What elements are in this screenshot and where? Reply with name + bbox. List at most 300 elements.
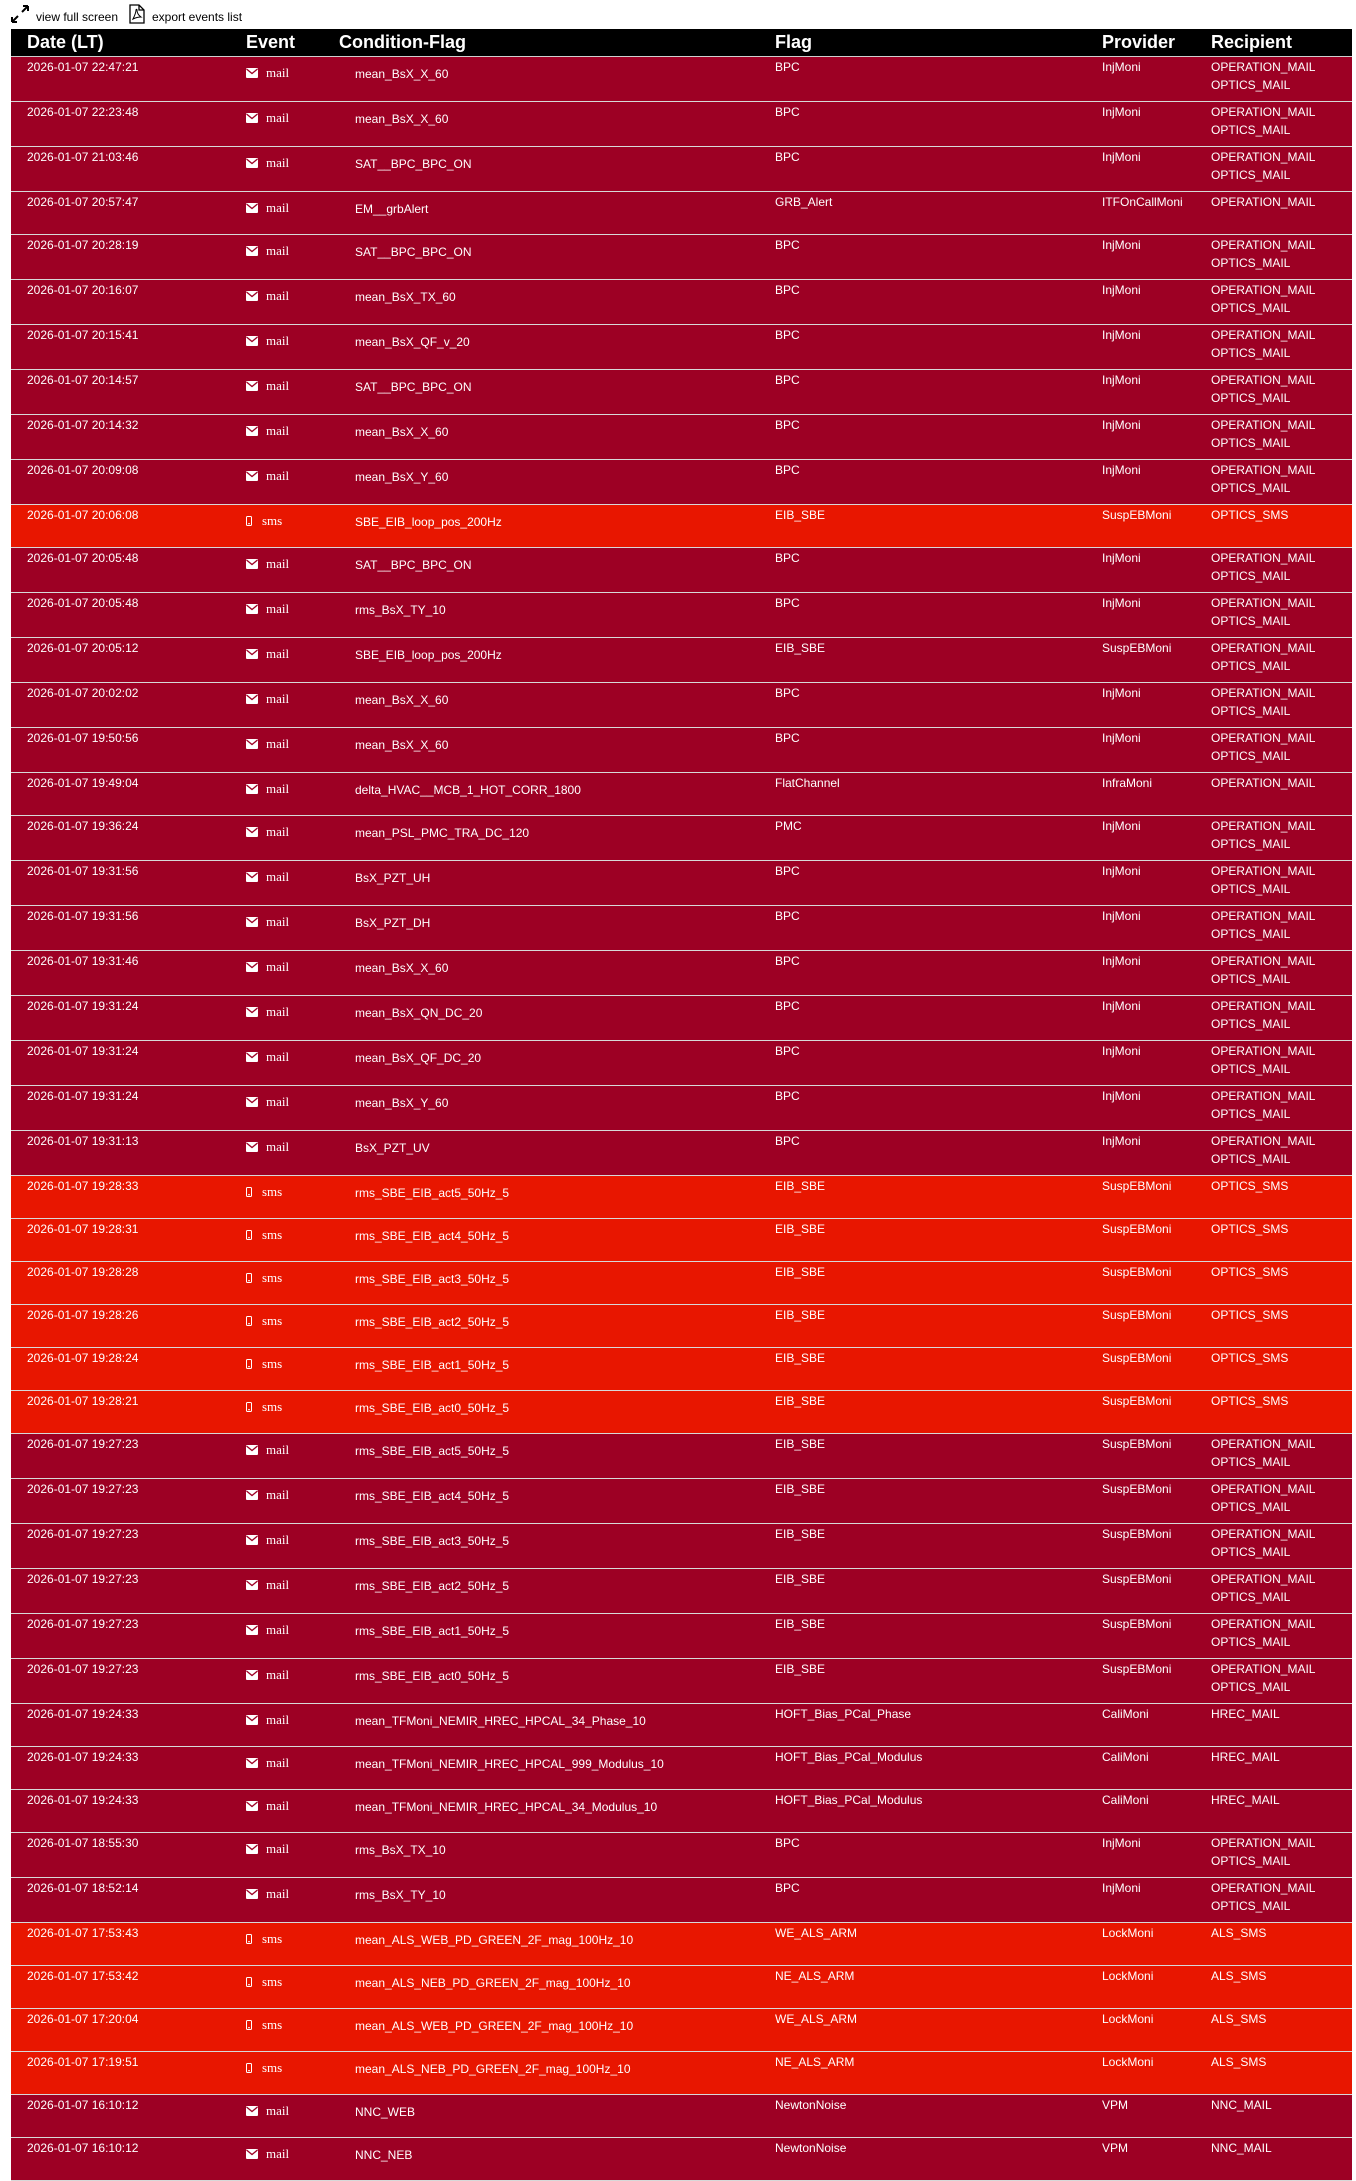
table-row[interactable] — [11, 728, 1352, 773]
event-label: mail — [266, 781, 290, 796]
table-row[interactable] — [11, 1434, 1352, 1479]
table-row[interactable] — [11, 1041, 1352, 1086]
provider-cell: InjMoni — [1102, 57, 1211, 102]
event-cell — [230, 505, 339, 548]
table-row[interactable] — [11, 2052, 1352, 2095]
envelope-icon — [246, 203, 258, 213]
recipient-cell — [1211, 1923, 1352, 1966]
event-cell — [230, 1878, 339, 1923]
envelope-icon — [246, 1758, 258, 1768]
event-cell — [230, 1524, 339, 1569]
date-cell: 2026-01-07 19:28:21 — [11, 1391, 230, 1434]
event-type — [230, 332, 339, 350]
recipient-name: OPERATION_MAIL — [1211, 1089, 1316, 1103]
flag-cell: EIB_SBE — [775, 1479, 1102, 1524]
flag-cell: BPC — [775, 1131, 1102, 1176]
flag-cell: BPC — [775, 57, 1102, 102]
recipient-name: OPERATION_MAIL — [1211, 1044, 1316, 1058]
recipient-name: OPERATION_MAIL — [1211, 1527, 1316, 1541]
event-cell — [230, 1348, 339, 1391]
condition-flag-cell: SAT__BPC_BPC_ON — [339, 370, 775, 415]
recipient-cell — [1211, 1878, 1352, 1923]
recipient-cell — [1211, 548, 1352, 593]
date-cell: 2026-01-07 20:15:41 — [11, 325, 230, 370]
event-type — [230, 2016, 339, 2034]
view-full-screen-button[interactable] — [11, 4, 118, 24]
recipient-name: ALS_SMS — [1211, 1969, 1267, 1983]
provider-cell: InjMoni — [1102, 325, 1211, 370]
event-cell — [230, 1966, 339, 2009]
table-row[interactable] — [11, 773, 1352, 816]
table-row[interactable] — [11, 1833, 1352, 1878]
provider-cell: InjMoni — [1102, 235, 1211, 280]
provider-cell: LockMoni — [1102, 2009, 1211, 2052]
event-type — [230, 1183, 339, 1201]
condition-flag-cell: SAT__BPC_BPC_ON — [339, 235, 775, 280]
condition-flag-cell: rms_BsX_TY_10 — [339, 1878, 775, 1923]
envelope-icon — [246, 158, 258, 168]
event-type — [230, 64, 339, 82]
flag-cell: NE_ALS_ARM — [775, 2052, 1102, 2095]
condition-flag-cell: mean_BsX_X_60 — [339, 728, 775, 773]
recipient-name: OPERATION_MAIL — [1211, 776, 1316, 790]
recipient-name: OPERATION_MAIL — [1211, 864, 1316, 878]
mobile-phone-icon — [246, 1273, 252, 1283]
table-row[interactable] — [11, 1524, 1352, 1569]
recipient-cell — [1211, 1434, 1352, 1479]
envelope-icon — [246, 917, 258, 927]
mobile-phone-icon — [246, 1230, 252, 1240]
condition-flag-cell: rms_SBE_EIB_act0_50Hz_5 — [339, 1391, 775, 1434]
recipient-name: OPTICS_MAIL — [1211, 972, 1291, 986]
recipient-name: OPTICS_MAIL — [1211, 1017, 1291, 1031]
event-label: mail — [266, 200, 290, 215]
recipient-name: HREC_MAIL — [1211, 1707, 1280, 1721]
recipient-name: OPTICS_MAIL — [1211, 1680, 1291, 1694]
event-cell — [230, 1704, 339, 1747]
recipient-name: OPTICS_MAIL — [1211, 1152, 1291, 1166]
envelope-icon — [246, 694, 258, 704]
condition-flag-cell: mean_ALS_WEB_PD_GREEN_2F_mag_100Hz_10 — [339, 1923, 775, 1966]
date-cell: 2026-01-07 19:27:23 — [11, 1524, 230, 1569]
table-row[interactable] — [11, 325, 1352, 370]
header-event[interactable]: Event — [230, 29, 339, 57]
table-row[interactable] — [11, 861, 1352, 906]
date-cell: 2026-01-07 21:03:46 — [11, 147, 230, 192]
condition-flag-cell: rms_SBE_EIB_act1_50Hz_5 — [339, 1614, 775, 1659]
envelope-icon — [246, 1715, 258, 1725]
table-row[interactable] — [11, 951, 1352, 996]
event-cell — [230, 951, 339, 996]
flag-cell: NewtonNoise — [775, 2095, 1102, 2138]
event-type — [230, 1754, 339, 1772]
condition-flag-cell: rms_SBE_EIB_act5_50Hz_5 — [339, 1176, 775, 1219]
event-label: mail — [266, 423, 290, 438]
table-row[interactable] — [11, 1704, 1352, 1747]
event-cell — [230, 638, 339, 683]
event-cell — [230, 1391, 339, 1434]
event-type — [230, 735, 339, 753]
table-row[interactable] — [11, 1219, 1352, 1262]
export-events-list-label: export events list — [152, 10, 243, 24]
envelope-icon — [246, 291, 258, 301]
event-cell — [230, 683, 339, 728]
event-label: mail — [266, 378, 290, 393]
table-row[interactable] — [11, 370, 1352, 415]
mobile-phone-icon — [246, 1187, 252, 1197]
table-row[interactable] — [11, 683, 1352, 728]
event-label: sms — [262, 1184, 283, 1199]
recipient-cell — [1211, 1747, 1352, 1790]
event-label: mail — [266, 1841, 290, 1856]
event-cell — [230, 1086, 339, 1131]
event-type — [230, 1138, 339, 1156]
date-cell: 2026-01-07 19:27:23 — [11, 1479, 230, 1524]
event-label: mail — [266, 1139, 290, 1154]
mobile-phone-icon — [246, 1316, 252, 1326]
flag-cell: PMC — [775, 816, 1102, 861]
condition-flag-cell: rms_SBE_EIB_act1_50Hz_5 — [339, 1348, 775, 1391]
table-row[interactable] — [11, 1086, 1352, 1131]
provider-cell: InjMoni — [1102, 1086, 1211, 1131]
mobile-phone-icon — [246, 1934, 252, 1944]
event-label: mail — [266, 1755, 290, 1770]
event-label: mail — [266, 1004, 290, 1019]
recipient-cell — [1211, 57, 1352, 102]
date-cell: 2026-01-07 17:19:51 — [11, 2052, 230, 2095]
event-type — [230, 2102, 339, 2120]
event-label: mail — [266, 736, 290, 751]
table-row[interactable] — [11, 57, 1352, 102]
event-type — [230, 154, 339, 172]
table-row[interactable] — [11, 235, 1352, 280]
recipient-cell — [1211, 861, 1352, 906]
date-cell: 2026-01-07 18:52:14 — [11, 1878, 230, 1923]
envelope-icon — [246, 1445, 258, 1455]
event-label: mail — [266, 1667, 290, 1682]
table-row[interactable] — [11, 1305, 1352, 1348]
condition-flag-cell: SBE_EIB_loop_pos_200Hz — [339, 505, 775, 548]
table-row[interactable] — [11, 593, 1352, 638]
event-label: mail — [266, 1532, 290, 1547]
condition-flag-cell: mean_BsX_X_60 — [339, 102, 775, 147]
event-label: mail — [266, 646, 290, 661]
table-row[interactable] — [11, 1348, 1352, 1391]
envelope-icon — [246, 872, 258, 882]
provider-cell: VPM — [1102, 2138, 1211, 2181]
condition-flag-cell: mean_BsX_X_60 — [339, 951, 775, 996]
event-type — [230, 780, 339, 798]
event-label: sms — [262, 1931, 283, 1946]
provider-cell: CaliMoni — [1102, 1704, 1211, 1747]
table-row[interactable] — [11, 147, 1352, 192]
event-label: mail — [266, 959, 290, 974]
recipient-cell — [1211, 1348, 1352, 1391]
recipient-name: OPERATION_MAIL — [1211, 999, 1316, 1013]
event-type — [230, 913, 339, 931]
header-flag[interactable]: Flag — [775, 29, 1102, 57]
recipient-cell — [1211, 325, 1352, 370]
table-row[interactable] — [11, 415, 1352, 460]
provider-cell: InjMoni — [1102, 906, 1211, 951]
date-cell: 2026-01-07 19:27:23 — [11, 1434, 230, 1479]
provider-cell: InjMoni — [1102, 280, 1211, 325]
date-cell: 2026-01-07 16:10:12 — [11, 2138, 230, 2181]
recipient-name: OPERATION_MAIL — [1211, 641, 1316, 655]
event-type — [230, 467, 339, 485]
flag-cell: EIB_SBE — [775, 1569, 1102, 1614]
condition-flag-cell: SBE_EIB_loop_pos_200Hz — [339, 638, 775, 683]
header-provider[interactable]: Provider — [1102, 29, 1211, 57]
recipient-name: OPERATION_MAIL — [1211, 418, 1316, 432]
recipient-cell — [1211, 1131, 1352, 1176]
recipient-name: OPTICS_MAIL — [1211, 749, 1291, 763]
table-row[interactable] — [11, 2009, 1352, 2052]
envelope-icon — [246, 471, 258, 481]
recipient-cell — [1211, 1262, 1352, 1305]
event-label: mail — [266, 1886, 290, 1901]
recipient-name: OPERATION_MAIL — [1211, 283, 1316, 297]
flag-cell: EIB_SBE — [775, 1305, 1102, 1348]
table-row[interactable] — [11, 1659, 1352, 1704]
recipient-name: OPTICS_MAIL — [1211, 659, 1291, 673]
event-label: mail — [266, 869, 290, 884]
table-row[interactable] — [11, 102, 1352, 147]
recipient-cell — [1211, 2052, 1352, 2095]
flag-cell: BPC — [775, 102, 1102, 147]
envelope-icon — [246, 68, 258, 78]
provider-cell: InjMoni — [1102, 548, 1211, 593]
event-cell — [230, 996, 339, 1041]
envelope-icon — [246, 1844, 258, 1854]
event-type — [230, 242, 339, 260]
condition-flag-cell: mean_TFMoni_NEMIR_HREC_HPCAL_34_Modulus_10 — [339, 1790, 775, 1833]
recipient-name: OPERATION_MAIL — [1211, 1662, 1316, 1676]
provider-cell: InjMoni — [1102, 996, 1211, 1041]
recipient-name: OPTICS_MAIL — [1211, 1062, 1291, 1076]
table-row[interactable] — [11, 1923, 1352, 1966]
provider-cell: InjMoni — [1102, 1878, 1211, 1923]
date-cell: 2026-01-07 20:02:02 — [11, 683, 230, 728]
event-label: mail — [266, 2146, 290, 2161]
table-row[interactable] — [11, 1614, 1352, 1659]
recipient-name: OPTICS_MAIL — [1211, 569, 1291, 583]
event-cell — [230, 192, 339, 235]
recipient-cell — [1211, 816, 1352, 861]
events-table-header — [11, 29, 1352, 57]
flag-cell: HOFT_Bias_PCal_Modulus — [775, 1790, 1102, 1833]
provider-cell: InjMoni — [1102, 593, 1211, 638]
flag-cell: BPC — [775, 951, 1102, 996]
recipient-cell — [1211, 1569, 1352, 1614]
provider-cell: LockMoni — [1102, 2052, 1211, 2095]
table-row[interactable] — [11, 1176, 1352, 1219]
flag-cell: BPC — [775, 235, 1102, 280]
recipient-name: OPTICS_MAIL — [1211, 882, 1291, 896]
table-row[interactable] — [11, 192, 1352, 235]
event-type — [230, 1973, 339, 1991]
table-row[interactable] — [11, 548, 1352, 593]
table-row[interactable] — [11, 638, 1352, 683]
recipient-cell — [1211, 1833, 1352, 1878]
condition-flag-cell: rms_BsX_TX_10 — [339, 1833, 775, 1878]
recipient-cell — [1211, 593, 1352, 638]
flag-cell: BPC — [775, 906, 1102, 951]
event-type — [230, 1226, 339, 1244]
flag-cell: BPC — [775, 548, 1102, 593]
recipient-name: HREC_MAIL — [1211, 1750, 1280, 1764]
recipient-name: OPERATION_MAIL — [1211, 1134, 1316, 1148]
recipient-name: OPERATION_MAIL — [1211, 1881, 1316, 1895]
table-row[interactable] — [11, 280, 1352, 325]
table-row[interactable] — [11, 1391, 1352, 1434]
recipient-name: OPERATION_MAIL — [1211, 328, 1316, 342]
event-label: mail — [266, 1487, 290, 1502]
event-cell — [230, 102, 339, 147]
event-type — [230, 109, 339, 127]
event-label: mail — [266, 1094, 290, 1109]
envelope-icon — [246, 649, 258, 659]
event-cell — [230, 460, 339, 505]
recipient-name: OPTICS_MAIL — [1211, 1635, 1291, 1649]
recipient-cell — [1211, 2095, 1352, 2138]
event-label: mail — [266, 155, 290, 170]
provider-cell: SuspEBMoni — [1102, 1348, 1211, 1391]
event-cell — [230, 593, 339, 638]
table-row[interactable] — [11, 996, 1352, 1041]
provider-cell: SuspEBMoni — [1102, 1219, 1211, 1262]
event-type — [230, 287, 339, 305]
table-row[interactable] — [11, 1479, 1352, 1524]
condition-flag-cell: mean_BsX_QF_v_20 — [339, 325, 775, 370]
expand-arrows-icon — [11, 5, 29, 23]
recipient-name: ALS_SMS — [1211, 2012, 1267, 2026]
recipient-name: OPERATION_MAIL — [1211, 551, 1316, 565]
recipient-name: HREC_MAIL — [1211, 1793, 1280, 1807]
mobile-phone-icon — [246, 2020, 252, 2030]
event-cell — [230, 1176, 339, 1219]
date-cell: 2026-01-07 20:05:12 — [11, 638, 230, 683]
condition-flag-cell: mean_BsX_X_60 — [339, 57, 775, 102]
provider-cell: ITFOnCallMoni — [1102, 192, 1211, 235]
date-cell: 2026-01-07 20:28:19 — [11, 235, 230, 280]
flag-cell: EIB_SBE — [775, 1348, 1102, 1391]
table-row[interactable] — [11, 1262, 1352, 1305]
table-row[interactable] — [11, 460, 1352, 505]
table-row[interactable] — [11, 816, 1352, 861]
table-row[interactable] — [11, 1747, 1352, 1790]
event-type — [230, 958, 339, 976]
table-row[interactable] — [11, 906, 1352, 951]
event-label: mail — [266, 2103, 290, 2118]
recipient-name: OPTICS_SMS — [1211, 1265, 1289, 1279]
envelope-icon — [246, 381, 258, 391]
recipient-cell — [1211, 280, 1352, 325]
event-label: sms — [262, 1399, 283, 1414]
event-label: mail — [266, 1622, 290, 1637]
condition-flag-cell: BsX_PZT_UH — [339, 861, 775, 906]
table-row[interactable] — [11, 505, 1352, 548]
event-type — [230, 868, 339, 886]
recipient-cell — [1211, 638, 1352, 683]
mobile-phone-icon — [246, 2063, 252, 2073]
recipient-name: OPTICS_MAIL — [1211, 346, 1291, 360]
envelope-icon — [246, 962, 258, 972]
condition-flag-cell: mean_BsX_X_60 — [339, 683, 775, 728]
event-cell — [230, 57, 339, 102]
pdf-file-icon — [129, 4, 145, 24]
date-cell: 2026-01-07 19:31:24 — [11, 1086, 230, 1131]
date-cell: 2026-01-07 20:16:07 — [11, 280, 230, 325]
recipient-name: OPTICS_SMS — [1211, 1308, 1289, 1322]
recipient-cell — [1211, 1790, 1352, 1833]
date-cell: 2026-01-07 19:27:23 — [11, 1659, 230, 1704]
date-cell: 2026-01-07 19:31:24 — [11, 1041, 230, 1086]
provider-cell: InjMoni — [1102, 683, 1211, 728]
recipient-cell — [1211, 1086, 1352, 1131]
date-cell: 2026-01-07 19:28:24 — [11, 1348, 230, 1391]
header-condition-flag[interactable]: Condition-Flag — [339, 29, 775, 57]
event-type — [230, 1531, 339, 1549]
condition-flag-cell: mean_BsX_X_60 — [339, 415, 775, 460]
recipient-name: OPTICS_MAIL — [1211, 123, 1291, 137]
date-cell: 2026-01-07 19:31:56 — [11, 906, 230, 951]
table-row[interactable] — [11, 1569, 1352, 1614]
export-events-list-button[interactable] — [129, 4, 242, 24]
event-label: mail — [266, 1712, 290, 1727]
recipient-cell — [1211, 235, 1352, 280]
header-recipient[interactable]: Recipient — [1211, 29, 1352, 57]
date-cell: 2026-01-07 20:05:48 — [11, 593, 230, 638]
recipient-name: OPERATION_MAIL — [1211, 596, 1316, 610]
recipient-name: OPERATION_MAIL — [1211, 909, 1316, 923]
recipient-name: OPTICS_MAIL — [1211, 837, 1291, 851]
envelope-icon — [246, 1670, 258, 1680]
table-row[interactable] — [11, 2095, 1352, 2138]
recipient-name: OPERATION_MAIL — [1211, 1437, 1316, 1451]
condition-flag-cell: rms_SBE_EIB_act3_50Hz_5 — [339, 1262, 775, 1305]
table-row[interactable] — [11, 1878, 1352, 1923]
recipient-cell — [1211, 370, 1352, 415]
header-date[interactable]: Date (LT) — [11, 29, 230, 57]
recipient-name: OPTICS_MAIL — [1211, 256, 1291, 270]
recipient-name: OPERATION_MAIL — [1211, 238, 1316, 252]
date-cell: 2026-01-07 20:05:48 — [11, 548, 230, 593]
date-cell: 2026-01-07 22:47:21 — [11, 57, 230, 102]
table-row[interactable] — [11, 1966, 1352, 2009]
recipient-cell — [1211, 1391, 1352, 1434]
event-cell — [230, 2009, 339, 2052]
envelope-icon — [246, 1801, 258, 1811]
recipient-cell — [1211, 1614, 1352, 1659]
event-cell — [230, 2095, 339, 2138]
recipient-cell — [1211, 951, 1352, 996]
envelope-icon — [246, 1580, 258, 1590]
mobile-phone-icon — [246, 1977, 252, 1987]
flag-cell: BPC — [775, 460, 1102, 505]
date-cell: 2026-01-07 20:06:08 — [11, 505, 230, 548]
envelope-icon — [246, 113, 258, 123]
event-cell — [230, 325, 339, 370]
table-row[interactable] — [11, 2138, 1352, 2181]
envelope-icon — [246, 1625, 258, 1635]
date-cell: 2026-01-07 20:14:57 — [11, 370, 230, 415]
event-cell — [230, 1479, 339, 1524]
event-type — [230, 1355, 339, 1373]
table-row[interactable] — [11, 1790, 1352, 1833]
table-row[interactable] — [11, 1131, 1352, 1176]
recipient-name: OPTICS_SMS — [1211, 508, 1289, 522]
